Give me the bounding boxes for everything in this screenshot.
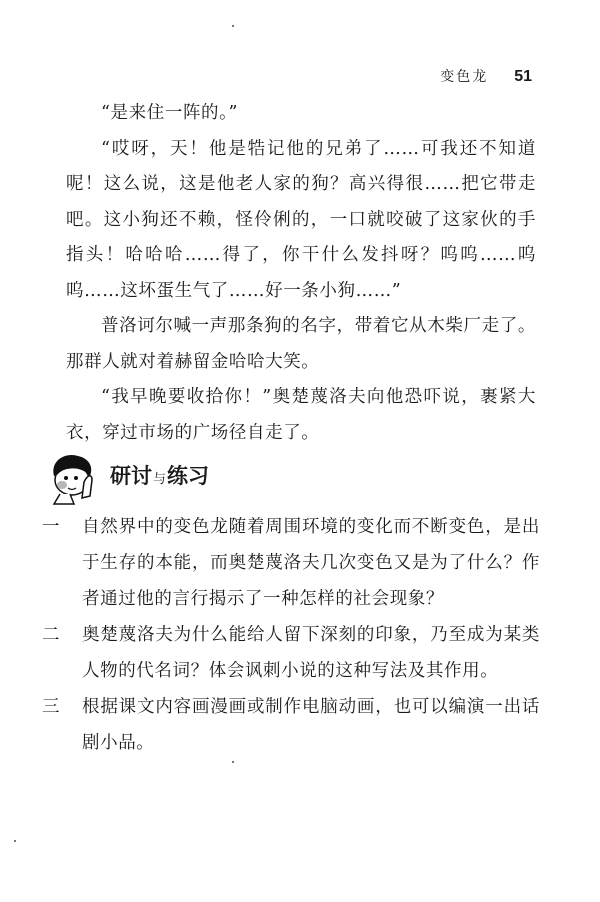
exercise-item [40, 617, 540, 689]
exercise-item [40, 509, 540, 617]
exercise-list [40, 509, 540, 761]
scan-speck [14, 840, 16, 842]
section-title-part2: 练习 [167, 464, 210, 488]
paragraph: 普洛诃尔喊一声那条狗的名字，带着它从木柴厂走了。那群人就对着赫留金哈哈大笑。 [66, 316, 536, 372]
scan-speck [232, 761, 234, 763]
page-number: 51 [514, 68, 532, 85]
section-title [110, 460, 209, 490]
exercise-item [40, 689, 540, 761]
running-header [440, 66, 532, 86]
paragraph: “哎呀，天！他是牿记他的兄弟了……可我还不知道呢！这么说，这是他老人家的狗？高兴得很……把它带走吧。这小狗还不赖，怪伶俐的，一口就咬破了这家伙的手指头！哈哈哈……得了，你干什么发抖呀？呜呜……呜呜……这坏蛋生气了……好一条小狗……” [66, 138, 536, 301]
story-text [66, 96, 536, 451]
scan-speck [232, 25, 234, 27]
exercise-text: 自然界中的变色龙随着周围环境的变化而不断变色，是出于生存的本能，而奥楚蔑洛夫几次变色又是为了什么？作者通过他的言行揭示了一种怎样的社会现象？ [82, 517, 540, 609]
exercise-number: 一 [42, 517, 61, 537]
cartoon-child-icon [44, 448, 104, 508]
section-heading [44, 448, 209, 508]
paragraph: “是来住一阵的。” [101, 103, 239, 123]
exercise-number: 三 [42, 697, 61, 717]
paragraph: “我早晚要收拾你！”奥楚蔑洛夫向他恐吓说，裹紧大衣，穿过市场的广场径自走了。 [66, 387, 536, 443]
exercise-number: 二 [42, 625, 61, 645]
exercise-text: 根据课文内容画漫画或制作电脑动画，也可以编演一出话剧小品。 [82, 697, 540, 753]
exercise-text: 奥楚蔑洛夫为什么能给人留下深刻的印象，乃至成为某类人物的代名词？体会讽刺小说的这种写法及其作用。 [82, 625, 540, 681]
section-title-connector: 与 [153, 472, 167, 487]
chapter-title: 变色龙 [440, 69, 489, 85]
section-title-part1: 研讨 [110, 464, 152, 488]
